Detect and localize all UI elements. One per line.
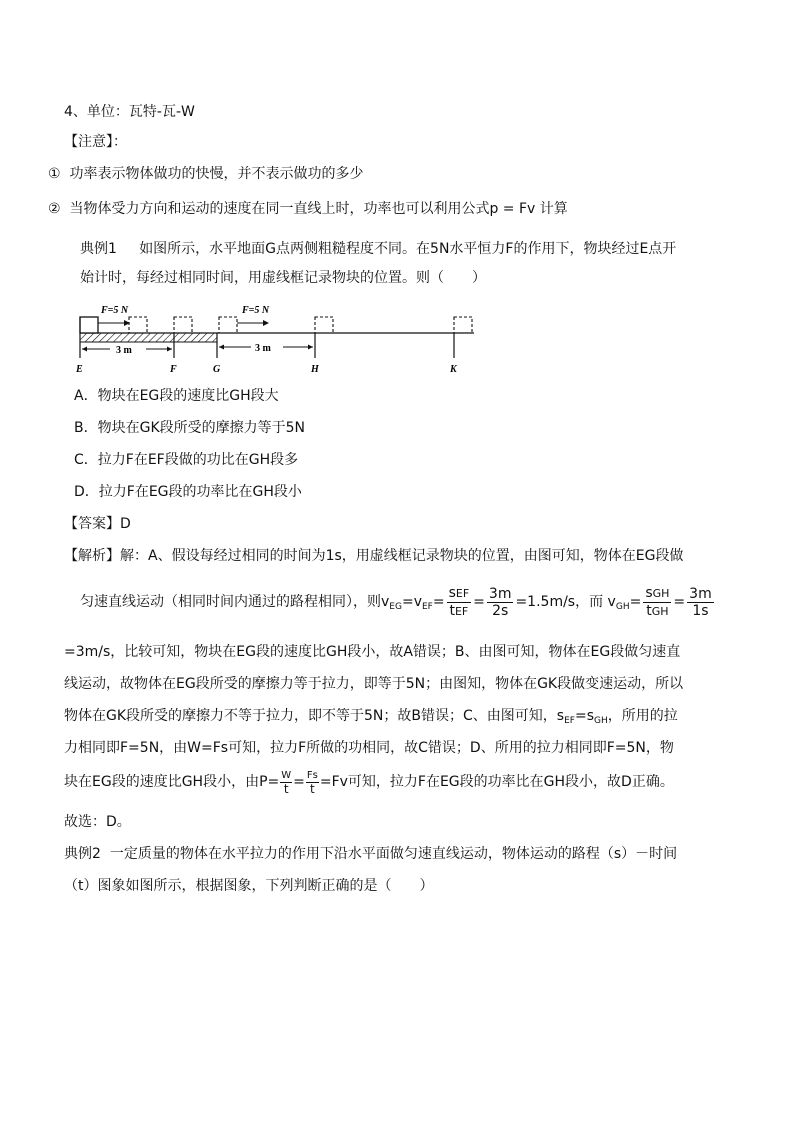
fraction: [280, 769, 292, 796]
distance-label: 3 m: [116, 345, 132, 356]
block-dashed: [129, 317, 147, 333]
subscript: EF: [564, 716, 575, 726]
fraction: [687, 586, 714, 619]
text: 物体在GK段所受的摩擦力不等于拉力，即不等于5N；故B错误；C、由图可知，s: [64, 708, 565, 724]
arrowhead: [124, 320, 130, 326]
numerator: 3m: [488, 585, 512, 602]
denominator: 2s: [492, 602, 509, 619]
numerator: 3m: [689, 585, 712, 602]
point-label: H: [311, 364, 319, 375]
question-text: 一定质量的物体在水平拉力的作用下沿水平面做匀速直线运动，物体运动的路程（s）－时间: [109, 846, 678, 862]
block-dashed: [315, 317, 333, 333]
note-text: 当物体受力方向和运动的速度在同一直线上时，功率也可以利用公式p = Fv 计算: [69, 201, 568, 217]
text: =v: [401, 594, 422, 610]
subscript: EF: [454, 604, 469, 618]
analysis-line-8: 故选：D。: [64, 814, 131, 830]
note-item-1: [48, 164, 363, 184]
arrowhead: [263, 320, 269, 326]
block-dashed: [454, 317, 472, 333]
fraction: [487, 586, 514, 619]
analysis-line-4: 线运动，故物体在EG段所受的摩擦力等于拉力，即等于5N；由图知，物体在GK段做变速运动，所以: [64, 676, 684, 692]
denominator: t: [646, 602, 652, 619]
rough-segment: [80, 333, 217, 342]
motion-diagram: [74, 296, 494, 376]
force-label: F=5 N: [242, 305, 270, 316]
text: =s: [574, 708, 594, 724]
fraction: [447, 585, 472, 620]
numerator: s: [448, 584, 456, 601]
numerator: Fs: [306, 769, 318, 781]
note-item-2: [48, 199, 568, 219]
text: =: [432, 594, 445, 610]
distance-label: 3 m: [255, 343, 271, 354]
denominator: t: [310, 781, 315, 796]
question-text: 如图所示，水平地面G点两侧粗糙程度不同。在5N水平恒力F的作用下，物块经过E点开: [139, 241, 677, 257]
denominator: 1s: [692, 602, 709, 619]
point-label: F: [170, 364, 177, 375]
option-d: D．拉力F在EG段的功率比在GH段小: [74, 484, 302, 500]
analysis-line-6: 力相同即F=5N，由W=Fs可知，拉力F所做的功相同，故C错误；D、所用的拉力相同即F=5N，物: [64, 740, 674, 756]
subscript: GH: [651, 604, 669, 618]
text: =: [629, 594, 642, 610]
force-label: F=5 N: [101, 305, 129, 316]
option-a: A．物块在EG段的速度比GH段大: [74, 388, 279, 404]
text: =: [473, 594, 485, 610]
text: =: [293, 774, 305, 790]
text: ，所用的拉: [607, 708, 678, 724]
subscript: EG: [389, 602, 402, 612]
block-solid: [80, 317, 98, 333]
point-label: E: [76, 364, 83, 375]
example-label: 典例2: [64, 846, 101, 862]
text: 块在EG段的速度比GH段小，由P=: [64, 774, 280, 790]
subscript: GH: [615, 602, 630, 612]
subscript: EF: [421, 602, 433, 612]
analysis-line-1: 【解析】解：A、假设每经过相同的时间为1s，用虚线框记录物块的位置，由图可知，物体在EG段做: [64, 548, 684, 564]
note-marker: ②: [48, 201, 61, 217]
denominator: t: [449, 602, 455, 619]
note-text: 功率表示物体做功的快慢，并不表示做功的多少: [69, 166, 364, 182]
example2-line-1: [64, 844, 677, 864]
example2-line-2: （t）图象如图所示，根据图象，下列判断正确的是（ ）: [64, 878, 434, 894]
example1-question-line2: 始计时，每经过相同时间，用虚线框记录物块的位置。则（ ）: [80, 270, 486, 286]
fraction: [306, 769, 319, 796]
analysis-line-5: [64, 706, 678, 731]
text: =Fv可知，拉力F在EG段的功率比在GH段小，故D正确。: [319, 774, 674, 790]
analysis-line-3: =3m/s，比较可知，物块在EG段的速度比GH段小，故A错误；B、由图可知，物体在EG段做匀速直: [64, 644, 681, 660]
option-c: C．拉力F在EF段做的功比在GH段多: [74, 452, 299, 468]
block-dashed: [219, 317, 237, 333]
example-label: 典例1: [80, 241, 117, 257]
point-label: G: [213, 364, 221, 375]
point-label: K: [450, 364, 457, 375]
option-b: B．物块在GK段所受的摩擦力等于5N: [74, 420, 306, 436]
text: =1.5m/s，而 v: [515, 594, 616, 610]
denominator: t: [283, 781, 289, 796]
text: 匀速直线运动（相同时间内通过的路程相同），则v: [80, 594, 390, 610]
text: =: [673, 594, 686, 610]
analysis-line-7: [64, 764, 674, 800]
numerator: s: [645, 584, 653, 601]
analysis-line-2: [80, 582, 716, 627]
example1-question-line1: [80, 239, 676, 259]
unit-line: 4、单位：瓦特-瓦-W: [64, 104, 195, 120]
numerator: W: [281, 769, 292, 781]
fraction: [643, 585, 671, 620]
subscript: GH: [652, 586, 670, 600]
note-marker: ①: [48, 166, 61, 182]
answer: 【答案】D: [64, 516, 131, 532]
subscript: GH: [594, 716, 608, 726]
subscript: EF: [455, 586, 470, 600]
block-dashed: [174, 317, 192, 333]
note-heading: 【注意】：: [64, 134, 127, 150]
